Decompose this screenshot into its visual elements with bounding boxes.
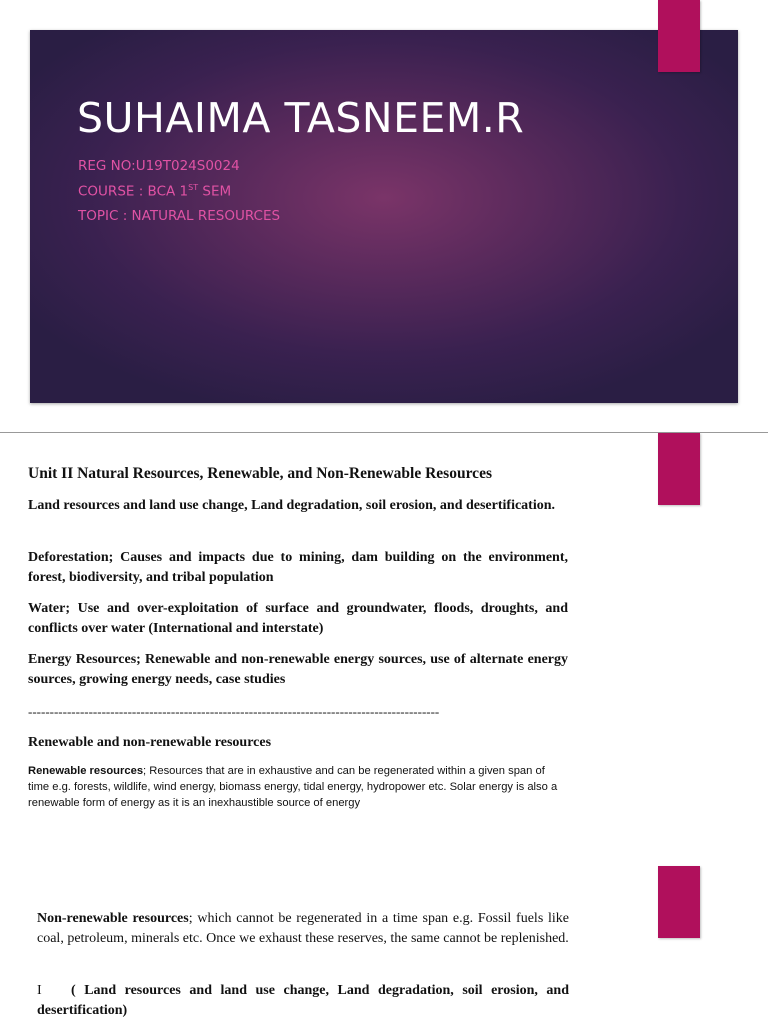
unit-heading: Unit II Natural Resources, Renewable, and Non-Renewable Resources bbox=[28, 465, 492, 482]
list-item-land: I ( Land resources and land use change, Land degradation, soil erosion, and desertification) bbox=[37, 983, 569, 1018]
course-line: COURSE : BCA 1ST SEM bbox=[78, 183, 232, 200]
topic-line: TOPIC : NATURAL RESOURCES bbox=[78, 208, 281, 224]
paragraph-water: Water; Use and over-exploitation of surface and groundwater, floods, droughts, and conflicts over water (International and interstate) bbox=[28, 601, 568, 636]
paragraph-nonrenewable: Non-renewable resources; which cannot be regenerated in a time span e.g. Fossil fuels like coal, petroleum, minerals etc. Once we exhaust these reserves, the same cannot be replenished. bbox=[37, 911, 569, 946]
reg-number: REG NO:U19T024S0024 bbox=[78, 158, 240, 174]
accent-bar bbox=[658, 866, 700, 938]
paragraph-deforestation: Deforestation; Causes and impacts due to mining, dam building on the environment, forest, biodiversity, and tribal population bbox=[28, 550, 568, 585]
paragraph-renewable: Renewable resources; Resources that are in exhaustive and can be regenerated within a given span of time e.g. forests, wildlife, wind energy, biomass energy, tidal energy, hydropower etc. Solar energy is also a renewable form of energy as it is an inexhaustible source of energy bbox=[28, 765, 558, 809]
title-slide bbox=[30, 30, 738, 403]
renewable-label: Renewable resources bbox=[28, 765, 144, 777]
section-subheading: Renewable and non-renewable resources bbox=[28, 735, 272, 750]
slide-title: SUHAIMA TASNEEM.R bbox=[77, 94, 525, 142]
paragraph-energy: Energy Resources; Renewable and non-renewable energy sources, use of alternate energy sources, growing energy needs, case studies bbox=[28, 652, 568, 687]
accent-bar bbox=[658, 433, 700, 505]
accent-bar bbox=[658, 0, 700, 72]
paragraph-land: Land resources and land use change, Land degradation, soil erosion, and desertification. bbox=[28, 498, 556, 513]
list-number: I bbox=[37, 983, 42, 998]
page-divider bbox=[0, 432, 768, 433]
dash-separator: ----------------------------------------------------------------------------------------------- bbox=[28, 704, 440, 719]
nonrenewable-label: Non-renewable resources bbox=[37, 911, 189, 926]
